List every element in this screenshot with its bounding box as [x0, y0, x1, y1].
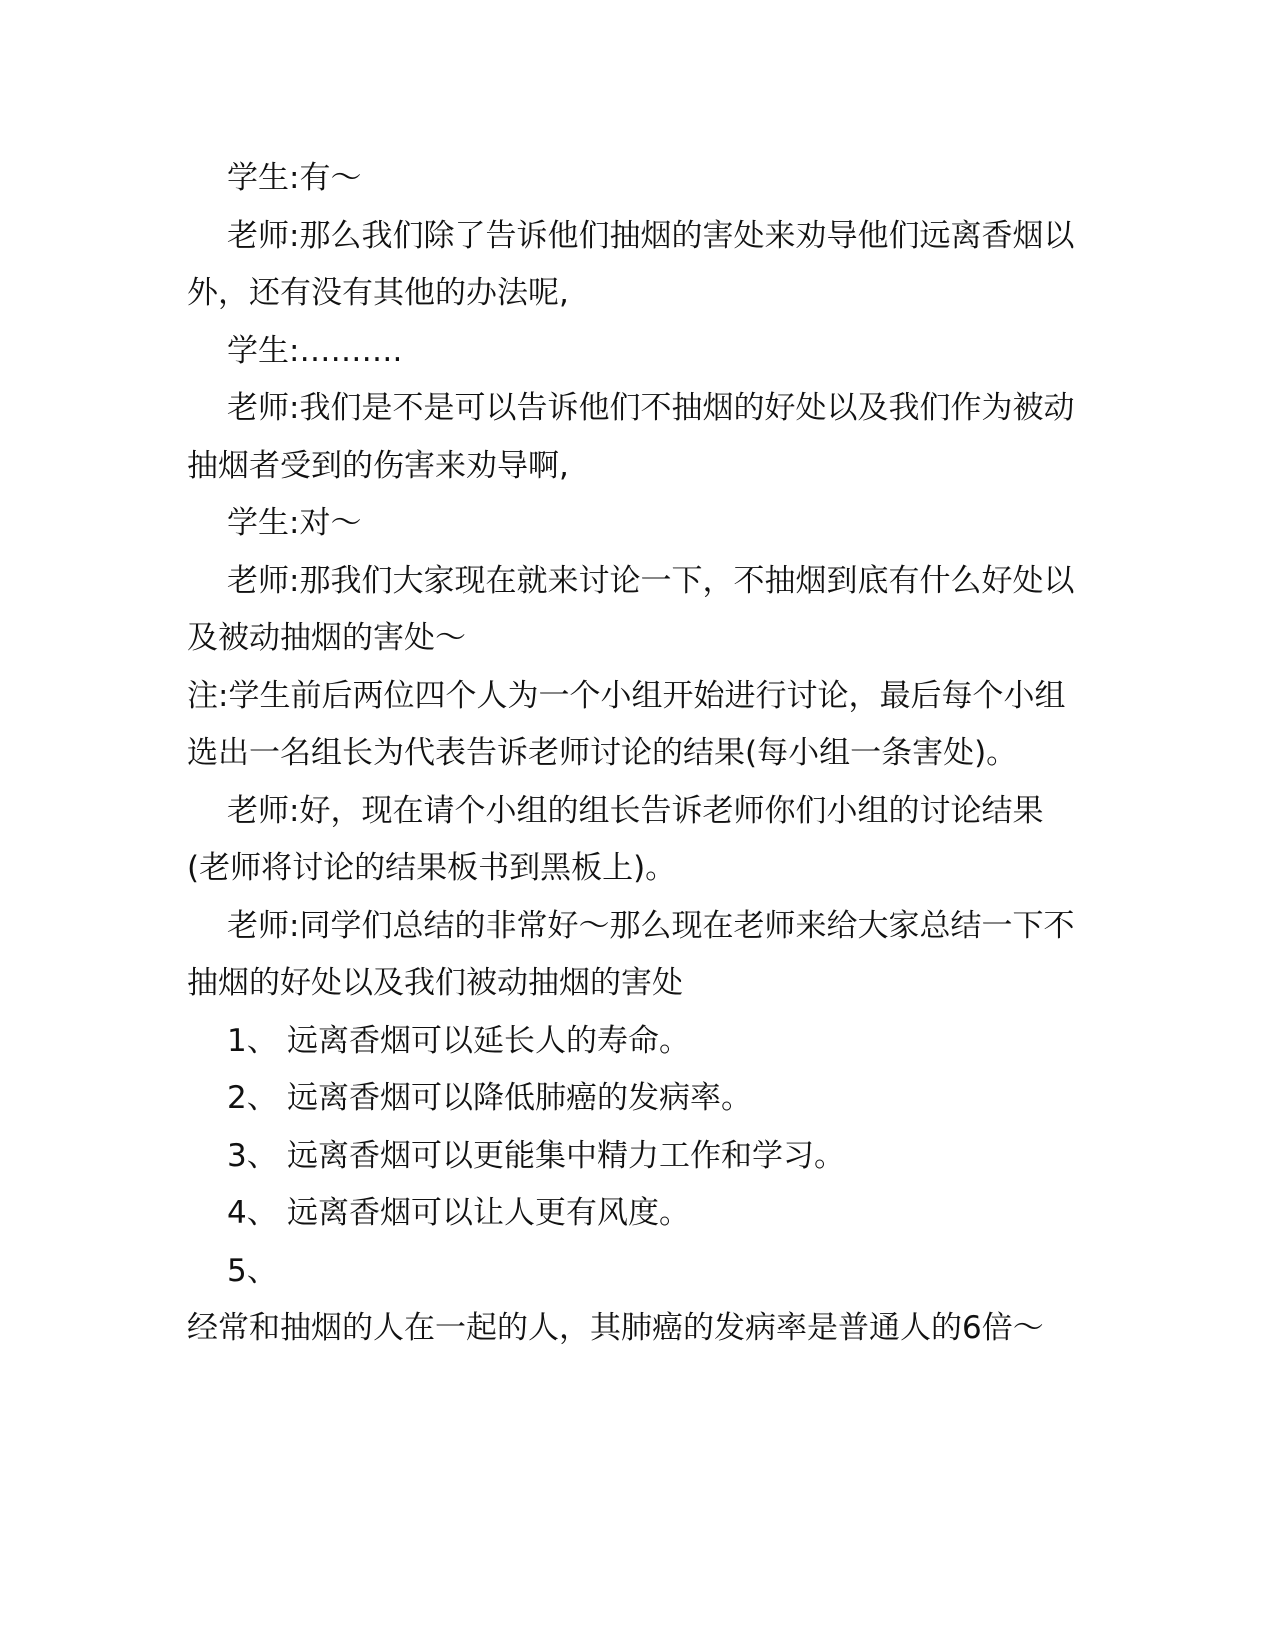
dialogue-student-2: 学生:……….	[227, 332, 403, 369]
list-number: 5、	[227, 1252, 278, 1289]
dialogue-teacher-4: 老师:好，现在请个小组的组长告诉老师你们小组的讨论结果(老师将讨论的结果板书到黑板上)。	[187, 792, 1044, 886]
list-text	[287, 1243, 1077, 1301]
note-paragraph: 注:学生前后两位四个人为一个小组开始进行讨论，最后每个小组选出一名组长为代表告诉老师讨论的结果(每小组一条害处)。	[187, 677, 1066, 771]
list-number: 3、	[227, 1137, 278, 1174]
list-text: 远离香烟可以让人更有风度。	[287, 1195, 690, 1231]
list-number: 4、	[227, 1195, 278, 1231]
list-number: 1、	[227, 1022, 278, 1059]
dialogue-teacher-5: 老师:同学们总结的非常好～那么现在老师来给大家总结一下不抽烟的好处以及我们被动抽烟的害处	[187, 907, 1075, 1001]
list-number: 2、	[227, 1080, 278, 1116]
list-item	[187, 1013, 1077, 1071]
list-text: 远离香烟可以延长人的寿命。	[287, 1022, 690, 1059]
dialogue-teacher-3: 老师:那我们大家现在就来讨论一下，不抽烟到底有什么好处以及被动抽烟的害处～	[187, 562, 1075, 656]
final-paragraph: 经常和抽烟的人在一起的人，其肺癌的发病率是普通人的6倍～	[187, 1310, 1044, 1346]
list-item	[187, 1070, 1077, 1128]
list-item	[187, 1128, 1077, 1186]
dialogue-teacher-2: 老师:我们是不是可以告诉他们不抽烟的好处以及我们作为被动抽烟者受到的伤害来劝导啊,	[187, 390, 1075, 484]
list-text: 远离香烟可以更能集中精力工作和学习。	[287, 1137, 845, 1174]
document-body	[187, 150, 1077, 1358]
list-text: 远离香烟可以降低肺癌的发病率。	[287, 1080, 752, 1116]
dialogue-teacher-1: 老师:那么我们除了告诉他们抽烟的害处来劝导他们远离香烟以外，还有没有其他的办法呢,	[187, 217, 1075, 311]
dialogue-student-3: 学生:对～	[227, 505, 362, 541]
list-item	[187, 1243, 1077, 1301]
dialogue-student-1: 学生:有～	[227, 160, 362, 196]
list-item	[187, 1185, 1077, 1243]
